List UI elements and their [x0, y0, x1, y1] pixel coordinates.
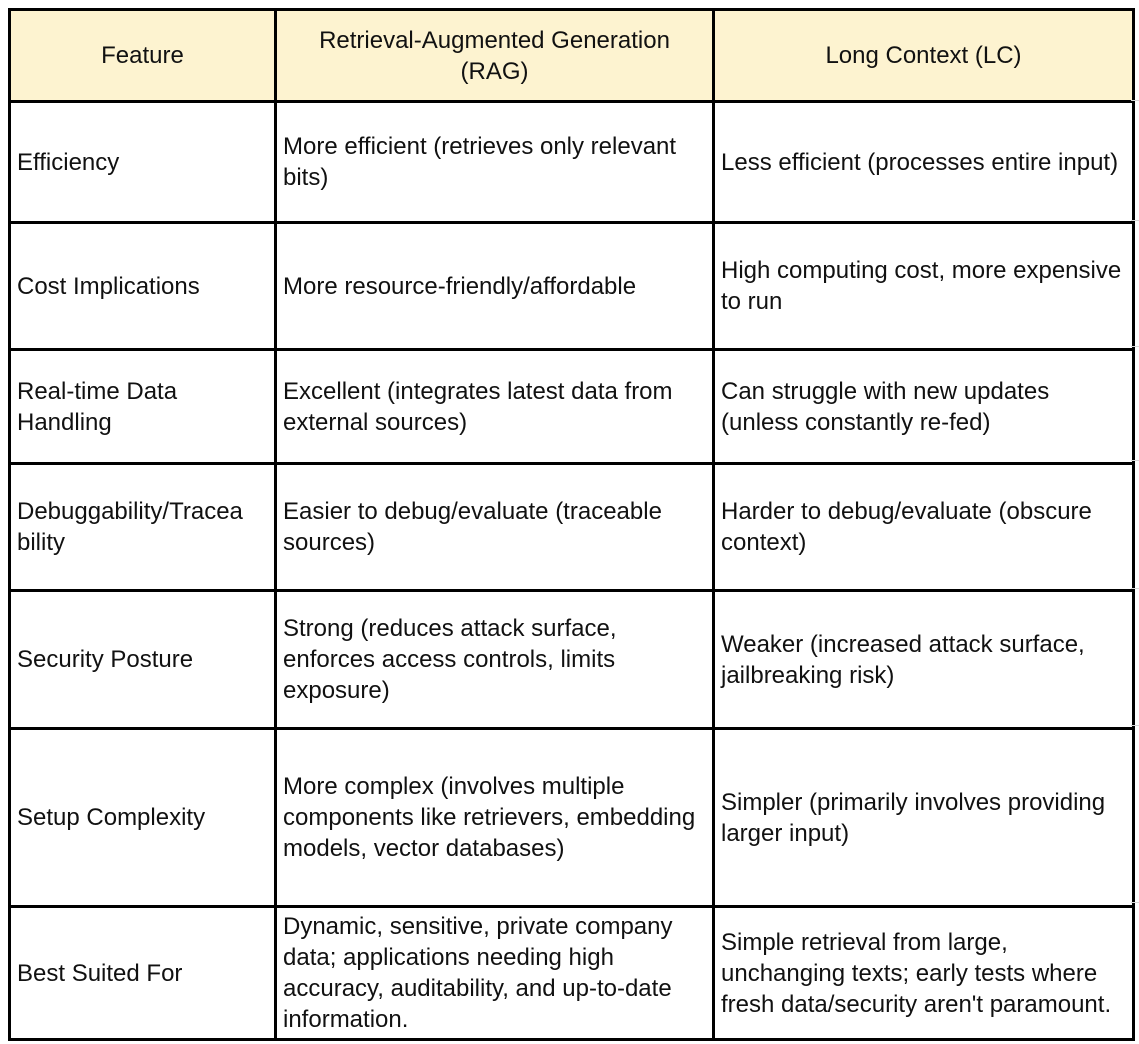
gridline-decoration — [1131, 588, 1139, 589]
rag-cell: More resource-friendly/affordable — [276, 223, 714, 350]
comparison-table — [8, 8, 1135, 1041]
feature-cell: Best Suited For — [10, 907, 276, 1040]
rag-cell: More complex (involves multiple components like retrievers, embedding models, vector databases) — [276, 729, 714, 907]
lc-cell: Can struggle with new updates (unless constantly re-fed) — [714, 350, 1134, 464]
table-row — [10, 729, 1134, 907]
gridline-decoration — [1131, 346, 1139, 347]
table-row — [10, 102, 1134, 223]
feature-cell: Debuggability/Tracea bility — [10, 464, 276, 591]
lc-cell: Harder to debug/evaluate (obscure context) — [714, 464, 1134, 591]
table-row — [10, 591, 1134, 729]
table-row — [10, 464, 1134, 591]
feature-cell: Setup Complexity — [10, 729, 276, 907]
lc-cell: Simpler (primarily involves providing larger input) — [714, 729, 1134, 907]
feature-cell: Security Posture — [10, 591, 276, 729]
feature-cell: Cost Implications — [10, 223, 276, 350]
header-rag: Retrieval-Augmented Generation (RAG) — [276, 10, 714, 102]
rag-cell: Easier to debug/evaluate (traceable sources) — [276, 464, 714, 591]
rag-cell: Strong (reduces attack surface, enforces access controls, limits exposure) — [276, 591, 714, 729]
gridline-decoration — [1131, 725, 1139, 726]
feature-cell: Efficiency — [10, 102, 276, 223]
gridline-decoration — [1131, 220, 1139, 221]
feature-cell: Real-time Data Handling — [10, 350, 276, 464]
header-row — [10, 10, 1134, 102]
rag-cell: Dynamic, sensitive, private company data; applications needing high accuracy, auditability, and up-to-date information. — [276, 907, 714, 1040]
lc-cell: Weaker (increased attack surface, jailbreaking risk) — [714, 591, 1134, 729]
header-feature: Feature — [10, 10, 276, 102]
table-row — [10, 907, 1134, 1040]
gridline-decoration — [1131, 460, 1139, 461]
rag-cell: Excellent (integrates latest data from external sources) — [276, 350, 714, 464]
lc-cell: Simple retrieval from large, unchanging texts; early tests where fresh data/security aren't paramount. — [714, 907, 1134, 1040]
lc-cell: Less efficient (processes entire input) — [714, 102, 1134, 223]
comparison-table-container — [8, 8, 1135, 1041]
rag-cell: More efficient (retrieves only relevant bits) — [276, 102, 714, 223]
lc-cell: High computing cost, more expensive to run — [714, 223, 1134, 350]
table-row — [10, 350, 1134, 464]
gridline-decoration — [1131, 902, 1139, 903]
table-row — [10, 223, 1134, 350]
gridline-decoration — [1131, 100, 1139, 101]
header-lc: Long Context (LC) — [714, 10, 1134, 102]
